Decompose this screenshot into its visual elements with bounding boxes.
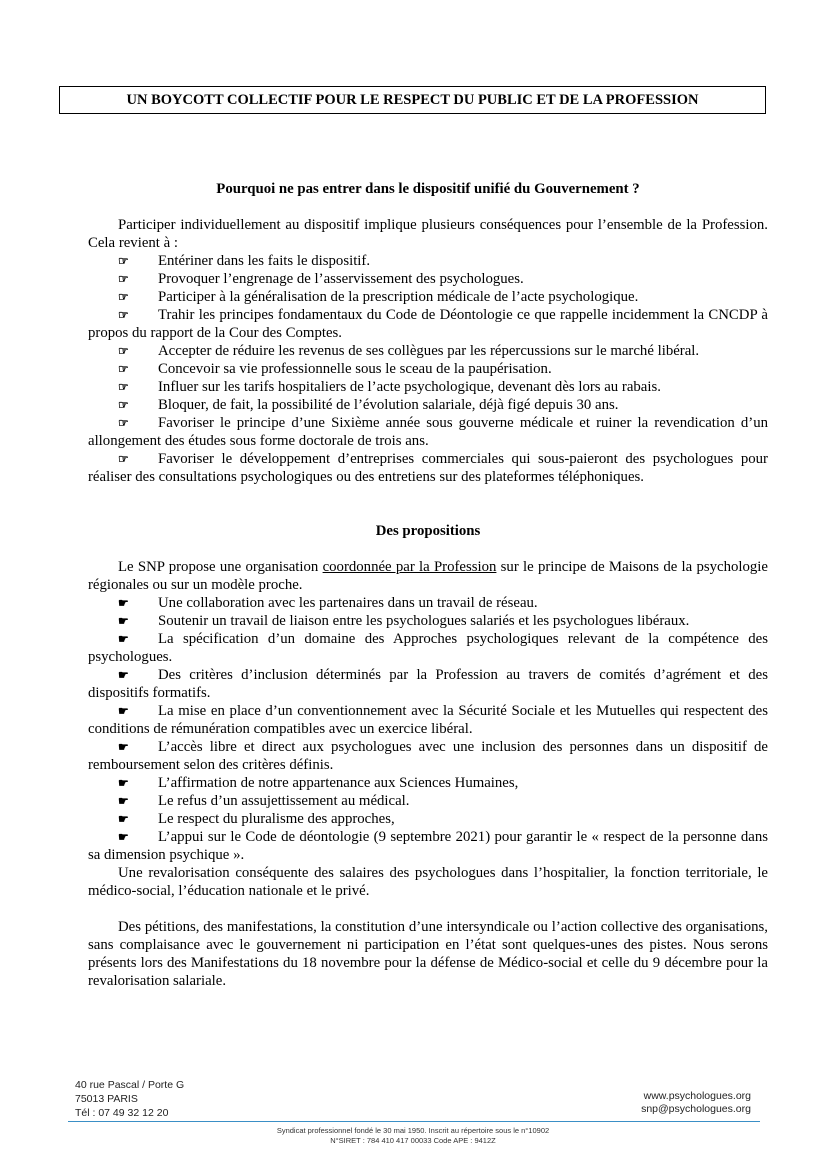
list-item: ☞ Participer à la généralisation de la prescription médicale de l’acte psychologique. bbox=[118, 289, 639, 305]
hand-pointing-icon: ☞ bbox=[118, 416, 129, 430]
spacer bbox=[88, 198, 768, 216]
website-link[interactable]: www.psychologues.org bbox=[643, 1090, 751, 1102]
section1-intro: Participer individuellement au dispositif implique plusieurs conséquences pour l’ensemble de la Profession. Cela revient à : bbox=[88, 217, 768, 251]
list-item: ☞ Trahir les principes fondamentaux du Code de Déontologie ce que rappelle incidemment la CNCDP à propos du rapport de la Cour des Comptes. bbox=[88, 307, 768, 341]
pointing-finger-icon: ☛ bbox=[118, 740, 129, 754]
list-item: ☞ Accepter de réduire les revenus de ses collègues par les répercussions sur le marché libéral. bbox=[118, 343, 700, 359]
pointing-finger-icon: ☛ bbox=[118, 830, 129, 844]
spacer bbox=[88, 486, 768, 522]
list-item: ☛ La mise en place d’un conventionnement avec la Sécurité Sociale et les Mutuelles qui respectent des conditions de rémunération compatibles avec un exercice libéral. bbox=[88, 703, 768, 737]
hand-pointing-icon: ☞ bbox=[118, 272, 129, 286]
proposals-list bbox=[88, 594, 768, 864]
list-item: ☞ Concevoir sa vie professionnelle sous le sceau de la paupérisation. bbox=[118, 361, 552, 377]
footer-legal bbox=[0, 1126, 826, 1146]
list-item: ☞ Bloquer, de fait, la possibilité de l’évolution salariale, déjà figé depuis 30 ans. bbox=[118, 397, 619, 413]
pointing-finger-icon: ☛ bbox=[118, 776, 129, 790]
hand-pointing-icon: ☞ bbox=[118, 344, 129, 358]
pointing-finger-icon: ☛ bbox=[118, 596, 129, 610]
address-street: 40 rue Pascal / Porte G bbox=[75, 1079, 185, 1091]
email-link[interactable]: snp@psychologues.org bbox=[641, 1103, 751, 1115]
spacer bbox=[88, 540, 768, 558]
list-item: ☛ L’appui sur le Code de déontologie (9 septembre 2021) pour garantir le « respect de la personne dans sa dimension psychique ». bbox=[88, 829, 768, 863]
footer-divider bbox=[68, 1121, 760, 1122]
hand-pointing-icon: ☞ bbox=[118, 290, 129, 304]
section2-intro: Le SNP propose une organisation coordonnée par la Profession sur le principe de Maisons de la psychologie régionales ou sur un modèle proche. bbox=[88, 559, 768, 593]
footer-address bbox=[75, 1078, 184, 1120]
footer-contact bbox=[641, 1090, 751, 1116]
list-item: ☛ Le refus d’un assujettissement au médical. bbox=[118, 793, 410, 809]
hand-pointing-icon: ☞ bbox=[118, 362, 129, 376]
hand-pointing-icon: ☞ bbox=[118, 254, 129, 268]
hand-pointing-icon: ☞ bbox=[118, 452, 129, 466]
list-item: ☞ Provoquer l’engrenage de l’asservissement des psychologues. bbox=[118, 271, 524, 287]
pointing-finger-icon: ☛ bbox=[118, 812, 129, 826]
document-title: UN BOYCOTT COLLECTIF POUR LE RESPECT DU PUBLIC ET DE LA PROFESSION bbox=[59, 86, 766, 114]
list-item: ☞ Influer sur les tarifs hospitaliers de l’acte psychologique, devenant dès lors au rabais. bbox=[118, 379, 661, 395]
list-item: ☞ Favoriser le développement d’entreprises commerciales qui sous-paieront des psychologues pour réaliser des consultations psychologiques ou des entretiens sur des plateformes téléphoniques. bbox=[88, 451, 768, 485]
list-item: ☛ Une collaboration avec les partenaires dans un travail de réseau. bbox=[118, 595, 538, 611]
closing-paragraph: Des pétitions, des manifestations, la constitution d’une intersyndicale ou l’action collective des organisations, sans complaisance avec le gouvernement ni participation en l’état sont quelques-unes des pistes. Nous serons présents lors des Manifestations du 18 novembre pour la défense de Médico-social et celle du 9 décembre pour la revalorisation salariale. bbox=[88, 919, 768, 989]
pointing-finger-icon: ☛ bbox=[118, 668, 129, 682]
list-item: ☛ L’accès libre et direct aux psychologues avec une inclusion des personnes dans un dispositif de remboursement selon des critères définis. bbox=[88, 739, 768, 773]
underlined-phrase: coordonnée par la Profession bbox=[322, 559, 497, 575]
pointing-finger-icon: ☛ bbox=[118, 794, 129, 808]
list-item: ☞ Favoriser le principe d’une Sixième année sous gouverne médicale et ruiner la revendication d’un allongement des études sous forme doctorale de trois ans. bbox=[88, 415, 768, 449]
section-heading-why: Pourquoi ne pas entrer dans le dispositif unifié du Gouvernement ? bbox=[216, 181, 640, 197]
list-item: ☛ Le respect du pluralisme des approches, bbox=[118, 811, 395, 827]
list-item: ☛ Des critères d’inclusion déterminés par la Profession au travers de comités d’agrément et des dispositifs formatifs. bbox=[88, 667, 768, 701]
pointing-finger-icon: ☛ bbox=[118, 704, 129, 718]
list-item: ☛ La spécification d’un domaine des Approches psychologiques relevant de la compétence des psychologues. bbox=[88, 631, 768, 665]
document-body bbox=[88, 180, 768, 990]
list-item: ☞ Entériner dans les faits le dispositif. bbox=[118, 253, 371, 269]
legal-line-1: Syndicat professionnel fondé le 30 mai 1950. Inscrit au répertoire sous le n°10902 bbox=[276, 1126, 550, 1135]
list-item: ☛ L’affirmation de notre appartenance aux Sciences Humaines, bbox=[118, 775, 519, 791]
phone-number: Tél : 07 49 32 12 20 bbox=[75, 1107, 169, 1119]
address-city: 75013 PARIS bbox=[75, 1093, 138, 1105]
hand-pointing-icon: ☞ bbox=[118, 380, 129, 394]
spacer bbox=[88, 900, 768, 918]
hand-pointing-icon: ☞ bbox=[118, 308, 129, 322]
legal-line-2: N°SIRET : 784 410 417 00033 Code APE : 9412Z bbox=[330, 1136, 496, 1145]
section-heading-proposals: Des propositions bbox=[375, 523, 481, 539]
revalorisation-paragraph: Une revalorisation conséquente des salaires des psychologues dans l’hospitalier, la fonction territoriale, le médico-social, l’éducation nationale et le privé. bbox=[88, 865, 768, 899]
list-item: ☛ Soutenir un travail de liaison entre les psychologues salariés et les psychologues libéraux. bbox=[118, 613, 690, 629]
consequences-list bbox=[88, 252, 768, 486]
pointing-finger-icon: ☛ bbox=[118, 614, 129, 628]
hand-pointing-icon: ☞ bbox=[118, 398, 129, 412]
pointing-finger-icon: ☛ bbox=[118, 632, 129, 646]
